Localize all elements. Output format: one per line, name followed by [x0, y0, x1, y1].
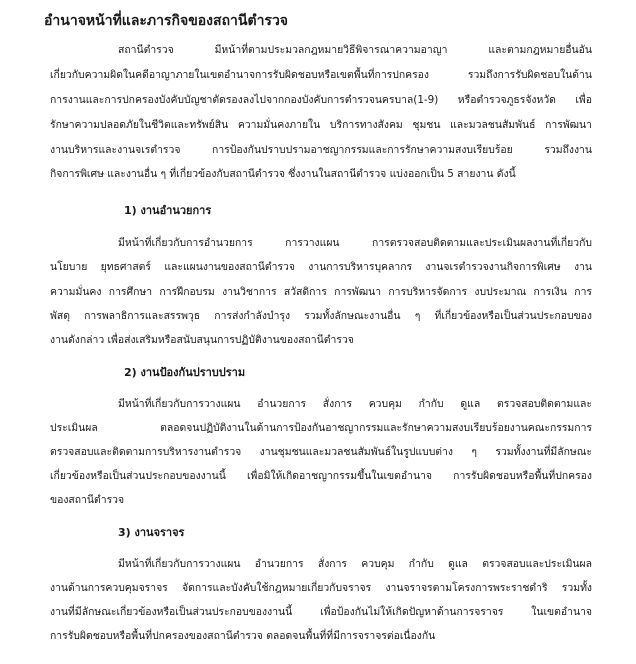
- intro-line: รักษาความปลอดภัยในชีวิตและทรัพย์สิน ความมั่นคงภายใน บริการทางสังคม ชุมชน และมวลชนสัมพันธ์ การพัฒนา: [50, 119, 592, 131]
- section-line: มีหน้าที่เกี่ยวกับการวางแผน อำนวยการ สั่งการ ควบคุม กำกับ ดูแล ตรวจสอบติดตามและ: [118, 398, 592, 410]
- intro-line: สถานีตำรวจ มีหน้าที่ตามประมวลกฎหมายวิธีพิจารณาความอาญา และตามกฎหมายอื่นอัน: [118, 44, 592, 56]
- section-heading: 1) งานอำนวยการ: [124, 204, 212, 217]
- section-line: การรับผิดชอบหรือพื้นที่ปกครองของสถานีตำรวจ ตลอดจนพื้นที่ที่มีการจราจรต่อเนื่องกัน: [50, 630, 436, 642]
- section-line: มีหน้าที่เกี่ยวกับการอำนวยการ การวางแผน การตรวจสอบติดตามและประเมินผลงานที่เกี่ยวกับ: [118, 237, 592, 249]
- section-line: ตรวจสอบและติดตามการบริหารงานตำรวจ งานชุมชนและมวลชนสัมพันธ์ในรูปแบบต่าง ๆ รวมทั้งงานที่มีลักษณะ: [50, 446, 592, 458]
- section-line: งานดังกล่าว เพื่อส่งเสริมหรือสนับสนุนการปฏิบัติงานของสถานีตำรวจ: [50, 334, 354, 346]
- section-heading: 3) งานจราจร: [118, 526, 185, 539]
- intro-line: เกี่ยวกับความผิดในคดีอาญาภายในเขตอำนาจการรับผิดชอบหรือเขตพื้นที่การปกครอง รวมถึงการรับผิดชอบในด้าน: [50, 69, 592, 81]
- section-line: ของสถานีตำรวจ: [50, 494, 125, 506]
- section-line: มีหน้าที่เกี่ยวกับการวางแผน อำนวยการ สั่งการ ควบคุม กำกับ ดูแล ตรวจสอบและประเมินผล: [118, 558, 592, 570]
- section-line: เกี่ยวข้องหรือเป็นส่วนประกอบของงานนี้ เพื่อมิให้เกิดอาชญากรรมขึ้นในเขตอำนาจ การรับผิดชอบหรือพื้นที่ปกครอง: [50, 470, 592, 482]
- section-line: พัสดุ การพลาธิการและสรรพวุธ การส่งกำลังบำรุง รวมทั้งลักษณะงานอื่น ๆ ที่เกี่ยวข้องหรือเป็นส่วนประกอบของ: [50, 310, 592, 322]
- intro-line: กิจการพิเศษ และงานอื่น ๆ ที่เกี่ยวข้องกับสถานีตำรวจ ซึ่งงานในสถานีตำรวจ แบ่งออกเป็น 5 สายงาน ดังนี้: [50, 168, 516, 180]
- section-line: ความมั่นคง การศึกษา การฝึกอบรม งานวิชาการ สวัสดิการ การพัฒนา การบริหารจัดการ งบประมาณ การเงิน การ: [50, 286, 592, 298]
- intro-line: งานบริหารและงานจเรตำรวจ การป้องกันปราบปรามอาชญากรรมและการรักษาความสงบเรียบร้อย รวมถึงงาน: [50, 144, 592, 156]
- section-line: นโยบาย ยุทธศาสตร์ และแผนงานของสถานีตำรวจ งานการบริหารบุคลากร งานจเรตำรวจงานกิจการพิเศษ งาน: [50, 261, 592, 273]
- document-title: อำนาจหน้าที่และภารกิจของสถานีตำรวจ: [44, 13, 289, 29]
- section-heading: 2) งานป้องกันปราบปราม: [124, 366, 246, 379]
- section-line: งานด้านการควบคุมจราจร จัดการและบังคับใช้กฎหมายเกี่ยวกับจราจร งานจราจรตามโครงการพระราชดำริ รวมทั้ง: [50, 582, 592, 594]
- section-line: ประเมินผล ตลอดจนปฏิบัติงานในด้านการป้องกันอาชญากรรมและรักษาความสงบเรียบร้อยงานคณะกรรมการ: [50, 422, 592, 434]
- intro-line: การงานและการปกครองบังคับบัญชาตัดรองลงไปจากกองบังคับการตำรวจนครบาล(1-9) หรือตำรวจภูธรจังหวัด เพื่อ: [50, 94, 592, 106]
- section-line: งานที่มีลักษณะเกี่ยวข้องหรือเป็นส่วนประกอบของงานนี้ เพื่อป้องกันไม่ให้เกิดปัญหาด้านการจราจร ในเขตอำนาจ: [50, 606, 592, 618]
